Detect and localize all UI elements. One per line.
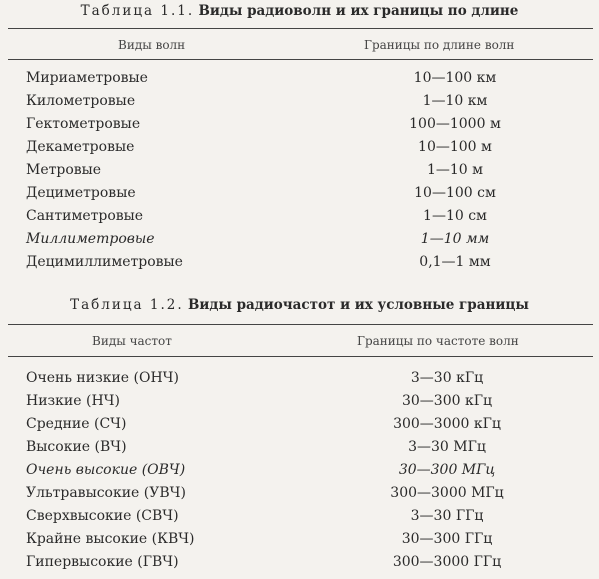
row-name: Сверхвысокие (СВЧ) <box>26 508 179 524</box>
table-1-2-top-rule <box>8 324 593 325</box>
row-name: Очень низкие (ОНЧ) <box>26 370 179 386</box>
table-1-1-col2-header: Границы по длине волн <box>364 38 515 52</box>
table-row <box>0 485 599 508</box>
row-range: 30—300 МГц <box>398 462 496 478</box>
row-name: Средние (СЧ) <box>26 416 127 432</box>
row-name: Километровые <box>26 93 136 109</box>
table-row <box>0 185 599 208</box>
row-range: 3—30 кГц <box>410 370 484 386</box>
table-row <box>0 254 599 277</box>
table-1-2-col1-header: Виды частот <box>92 334 172 348</box>
table-row <box>0 162 599 185</box>
row-range: 300—3000 ГГц <box>392 554 502 570</box>
table-1-1-header-rule <box>8 59 593 60</box>
table-row <box>0 208 599 231</box>
row-range: 10—100 см <box>414 185 496 201</box>
table-row <box>0 116 599 139</box>
row-range: 3—30 МГц <box>408 439 486 455</box>
row-range: 10—100 км <box>413 70 497 86</box>
table-1-1-label: Таблица 1.1. <box>80 3 195 19</box>
table-row <box>0 416 599 439</box>
table-row <box>0 231 599 254</box>
row-name: Низкие (НЧ) <box>26 393 120 409</box>
row-range: 1—10 м <box>426 162 484 178</box>
table-1-2-header-rule <box>8 356 593 357</box>
table-1-2-caption <box>0 297 599 313</box>
row-range: 30—300 ГГц <box>401 531 493 547</box>
table-1-2-col2-header: Границы по частоте волн <box>357 334 519 348</box>
row-name: Крайне высокие (КВЧ) <box>26 531 195 547</box>
row-range: 10—100 м <box>418 139 492 155</box>
row-name: Дециметровые <box>26 185 136 201</box>
table-1-1-caption <box>0 3 599 19</box>
table-1-1-top-rule <box>8 28 593 29</box>
table-1-2-title: Виды радиочастот и их условные границы <box>187 297 529 313</box>
table-1-1-title: Виды радиоволн и их границы по длине <box>198 3 519 19</box>
row-range: 30—300 кГц <box>401 393 492 409</box>
row-range: 300—3000 МГц <box>390 485 504 501</box>
table-1-2-label: Таблица 1.2. <box>70 297 184 313</box>
table-row <box>0 554 599 577</box>
row-name: Ультравысокие (УВЧ) <box>26 485 186 501</box>
row-range: 1—10 мм <box>420 231 490 247</box>
row-name: Мириаметровые <box>26 70 148 86</box>
table-row <box>0 393 599 416</box>
table-row <box>0 139 599 162</box>
row-range: 0,1—1 мм <box>419 254 491 270</box>
row-name: Метровые <box>26 162 102 178</box>
row-name: Высокие (ВЧ) <box>26 439 127 455</box>
table-row <box>0 439 599 462</box>
table-row <box>0 70 599 93</box>
row-range: 300—3000 кГц <box>393 416 501 432</box>
row-name: Децимиллиметровые <box>26 254 183 270</box>
row-name: Миллиметровые <box>26 231 155 247</box>
table-row <box>0 508 599 531</box>
row-name: Сантиметровые <box>26 208 144 224</box>
row-name: Гектометровые <box>26 116 141 132</box>
row-range: 1—10 см <box>423 208 487 224</box>
table-row <box>0 531 599 554</box>
row-range: 1—10 км <box>422 93 488 109</box>
table-1-1-col1-header: Виды волн <box>118 38 186 52</box>
row-name: Гипервысокие (ГВЧ) <box>26 554 179 570</box>
table-row <box>0 93 599 116</box>
table-row <box>0 370 599 393</box>
table-row <box>0 462 599 485</box>
row-range: 3—30 ГГц <box>410 508 484 524</box>
row-name: Очень высокие (ОВЧ) <box>26 462 186 478</box>
row-name: Декаметровые <box>26 139 135 155</box>
row-range: 100—1000 м <box>409 116 501 132</box>
